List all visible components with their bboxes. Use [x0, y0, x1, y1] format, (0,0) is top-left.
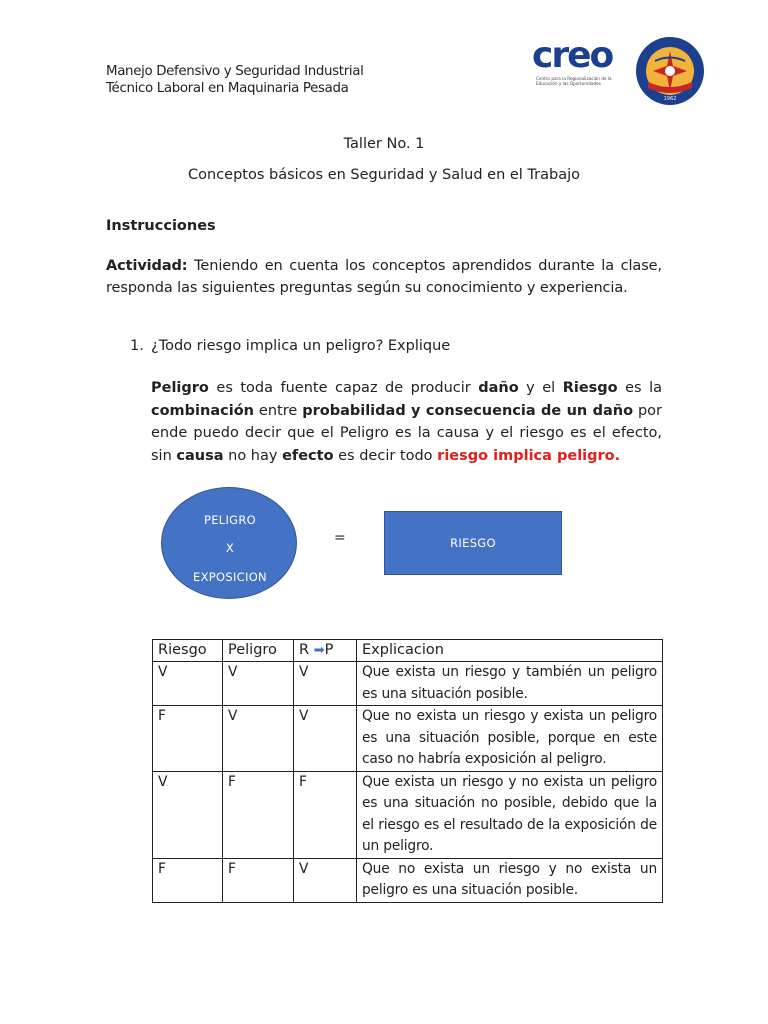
table-row — [153, 771, 663, 858]
cell-peligro: F — [223, 858, 294, 902]
implication-left: R — [299, 642, 310, 658]
cell-explicacion: Que exista un riesgo y no exista un peligro es una situación no posible, debido que la el riesgo es el resultado de la exposición de un peligro. — [357, 771, 663, 858]
answer-text: por ende puedo decir que el Peligro es la causa y el riesgo es el efecto, sin — [151, 402, 663, 464]
cell-implication: V — [294, 706, 357, 772]
activity-text: Teniendo en cuenta los conceptos aprendidos durante la clase, responda las siguientes preguntas según su conocimiento y experiencia. — [106, 258, 662, 296]
page-title: Taller No. 1 — [343, 136, 425, 152]
university-seal-year: 1962 — [663, 96, 677, 102]
answer-text: es toda fuente capaz de producir — [208, 380, 479, 396]
cell-riesgo: F — [153, 858, 223, 902]
answer-term-probabilidad: probabilidad y consecuencia de un daño — [302, 402, 634, 419]
table-row — [153, 662, 663, 706]
answer-term-causa: causa — [176, 447, 224, 464]
header-program: Técnico Laboral en Maquinaria Pesada — [106, 81, 349, 96]
question-1 — [130, 338, 450, 354]
activity-paragraph — [106, 256, 662, 299]
header-riesgo: Riesgo — [153, 640, 223, 662]
instructions-heading: Instrucciones — [106, 218, 216, 234]
creo-logo-word: creo — [532, 35, 613, 76]
header-explicacion: Explicacion — [357, 640, 663, 662]
question-number: 1. — [130, 338, 144, 354]
cell-riesgo: V — [153, 662, 223, 706]
equals-sign: = — [334, 530, 346, 546]
circle-label-exposicion: EXPOSICION — [193, 570, 267, 584]
cell-riesgo: V — [153, 771, 223, 858]
answer-text: no hay — [223, 447, 283, 464]
answer-term-dano: daño — [478, 380, 519, 396]
circle-label-x: X — [225, 541, 235, 555]
activity-label: Actividad: — [106, 258, 188, 274]
answer-text: es decir todo — [333, 447, 438, 464]
answer-term-efecto: efecto — [282, 447, 334, 464]
cell-explicacion: Que exista un riesgo y también un peligro es una situación posible. — [357, 662, 663, 706]
table-row — [153, 706, 663, 772]
cell-explicacion: Que no exista un riesgo y no exista un peligro es una situación posible. — [357, 858, 663, 902]
university-seal-logo — [635, 36, 705, 106]
answer-text: y el — [518, 380, 563, 396]
cell-implication: V — [294, 662, 357, 706]
answer-term-riesgo: Riesgo — [562, 380, 618, 396]
riesgo-box: RIESGO — [384, 511, 562, 575]
document-header — [106, 63, 363, 97]
cell-explicacion: Que no exista un riesgo y exista un peligro es una situación posible, porque en este caso no habría exposición al peligro. — [357, 706, 663, 772]
answer-text: entre — [253, 402, 303, 419]
cell-peligro: F — [223, 771, 294, 858]
creo-logo — [530, 35, 632, 92]
header-peligro: Peligro — [223, 640, 294, 662]
answer-term-peligro: Peligro — [151, 380, 209, 396]
table-row — [153, 858, 663, 902]
circle-label-peligro: PELIGRO — [203, 513, 257, 527]
cell-implication: V — [294, 858, 357, 902]
question-text: ¿Todo riesgo implica un peligro? Explique — [151, 338, 451, 354]
answer-paragraph — [151, 377, 662, 467]
cell-riesgo: F — [153, 706, 223, 772]
creo-logo-subtitle: Centro para la Regionalización de la Educación y las Oportunidades — [536, 76, 612, 86]
page-subtitle: Conceptos básicos en Seguridad y Salud en el Trabajo — [188, 167, 580, 183]
table-header-row — [153, 640, 663, 662]
answer-conclusion: riesgo implica peligro. — [437, 447, 621, 464]
arrow-right-icon: ➡ — [313, 643, 325, 658]
header-course: Manejo Defensivo y Seguridad Industrial — [106, 64, 364, 79]
implication-right: P — [324, 642, 334, 658]
answer-text: es la — [617, 380, 663, 396]
answer-term-combinacion: combinación — [151, 402, 254, 419]
cell-peligro: V — [223, 706, 294, 772]
peligro-exposicion-circle — [161, 487, 297, 599]
truth-table — [152, 639, 663, 903]
header-implication — [294, 640, 357, 662]
cell-implication: F — [294, 771, 357, 858]
cell-peligro: V — [223, 662, 294, 706]
